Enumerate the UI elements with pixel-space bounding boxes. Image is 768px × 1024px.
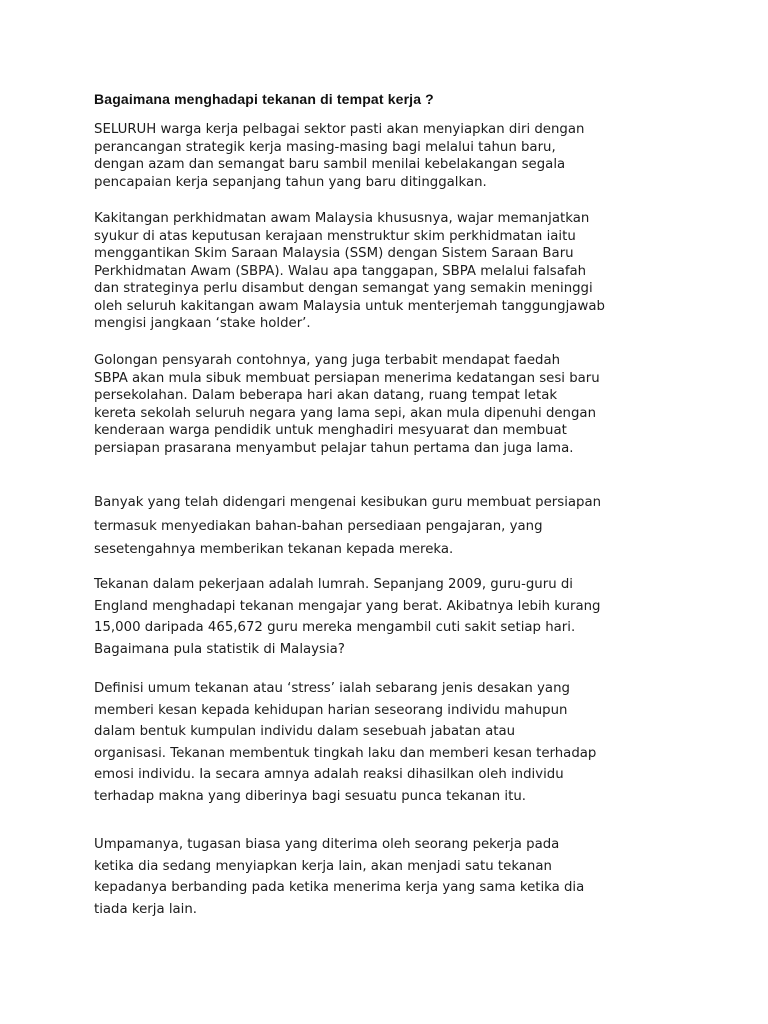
text-line: mengisi jangkaan ‘stake holder’.: [94, 316, 311, 331]
text-line: tiada kerja lain.: [94, 901, 198, 917]
text-line: Golongan pensyarah contohnya, yang juga terbabit mendapat faedah: [94, 353, 561, 368]
text-line: Bagaimana pula statistik di Malaysia?: [94, 641, 345, 657]
text-line: persiapan prasarana menyambut pelajar tahun pertama dan juga lama.: [94, 440, 574, 456]
text-line: memberi kesan kepada kehidupan harian seseorang individu mahupun: [94, 702, 568, 718]
text-line: Kakitangan perkhidmatan awam Malaysia khususnya, wajar memanjatkan: [94, 211, 590, 226]
text-line: persekolahan. Dalam beberapa hari akan datang, ruang tempat letak: [94, 388, 558, 403]
text-line: termasuk menyediakan bahan-bahan persediaan pengajaran, yang: [94, 518, 543, 534]
text-line: sesetengahnya memberikan tekanan kepada mereka.: [94, 542, 454, 557]
text-line: dalam bentuk kumpulan individu dalam sesebuah jabatan atau: [94, 724, 516, 739]
text-line: kenderaan warga pendidik untuk menghadiri mesyuarat dan membuat: [94, 423, 567, 438]
text-line: oleh seluruh kakitangan awam Malaysia untuk menterjemah tanggungjawab: [94, 298, 605, 314]
text-line: Umpamanya, tugasan biasa yang diterima oleh seorang pekerja pada: [94, 837, 560, 852]
text-line: syukur di atas keputusan kerajaan menstruktur skim perkhidmatan iaitu: [94, 228, 576, 244]
paragraph-definisi: [94, 678, 596, 807]
text-line: England menghadapi tekanan mengajar yang berat. Akibatnya lebih kurang: [94, 598, 601, 614]
text-line: menggantikan Skim Saraan Malaysia (SSM) dengan Sistem Saraan Baru: [94, 246, 574, 261]
text-line: dan strateginya perlu disambut dengan semangat yang semakin meninggi: [94, 281, 593, 296]
paragraph-kesibukan-guru: [94, 491, 601, 562]
paragraph-pensyarah: [94, 352, 600, 457]
text-line: emosi individu. Ia secara amnya adalah reaksi dihasilkan oleh individu: [94, 767, 564, 782]
paragraph-intro: [94, 121, 584, 191]
document-title: Bagaimana menghadapi tekanan di tempat kerja ?: [94, 91, 434, 107]
paragraph-sbpa: [94, 210, 605, 333]
text-line: ketika dia sedang menyiapkan kerja lain, akan menjadi satu tekanan: [94, 858, 552, 874]
text-line: Definisi umum tekanan atau ‘stress’ ialah sebarang jenis desakan yang: [94, 681, 570, 696]
text-line: SBPA akan mula sibuk membuat persiapan menerima kedatangan sesi baru: [94, 370, 600, 386]
text-line: SELURUH warga kerja pelbagai sektor pasti akan menyiapkan diri dengan: [94, 122, 585, 137]
text-line: organisasi. Tekanan membentuk tingkah laku dan memberi kesan terhadap: [94, 745, 597, 761]
text-line: pencapaian kerja sepanjang tahun yang baru ditinggalkan.: [94, 174, 487, 190]
text-line: kepadanya berbanding pada ketika menerima kerja yang sama ketika dia: [94, 880, 585, 895]
text-line: dengan azam dan semangat baru sambil menilai kebelakangan segala: [94, 157, 566, 172]
text-line: kereta sekolah seluruh negara yang lama sepi, akan mula dipenuhi dengan: [94, 405, 597, 421]
text-line: Perkhidmatan Awam (SBPA). Walau apa tanggapan, SBPA melalui falsafah: [94, 263, 587, 279]
text-line: Banyak yang telah didengari mengenai kesibukan guru membuat persiapan: [94, 495, 602, 510]
text-line: Tekanan dalam pekerjaan adalah lumrah. Sepanjang 2009, guru-guru di: [94, 577, 573, 592]
text-line: perancangan strategik kerja masing-masing bagi melalui tahun baru,: [94, 139, 556, 155]
paragraph-statistik: [94, 574, 601, 660]
paragraph-umpamanya: [94, 834, 584, 920]
text-line: 15,000 daripada 465,672 guru mereka mengambil cuti sakit setiap hari.: [94, 620, 576, 635]
text-line: terhadap makna yang diberinya bagi sesuatu punca tekanan itu.: [94, 788, 526, 804]
